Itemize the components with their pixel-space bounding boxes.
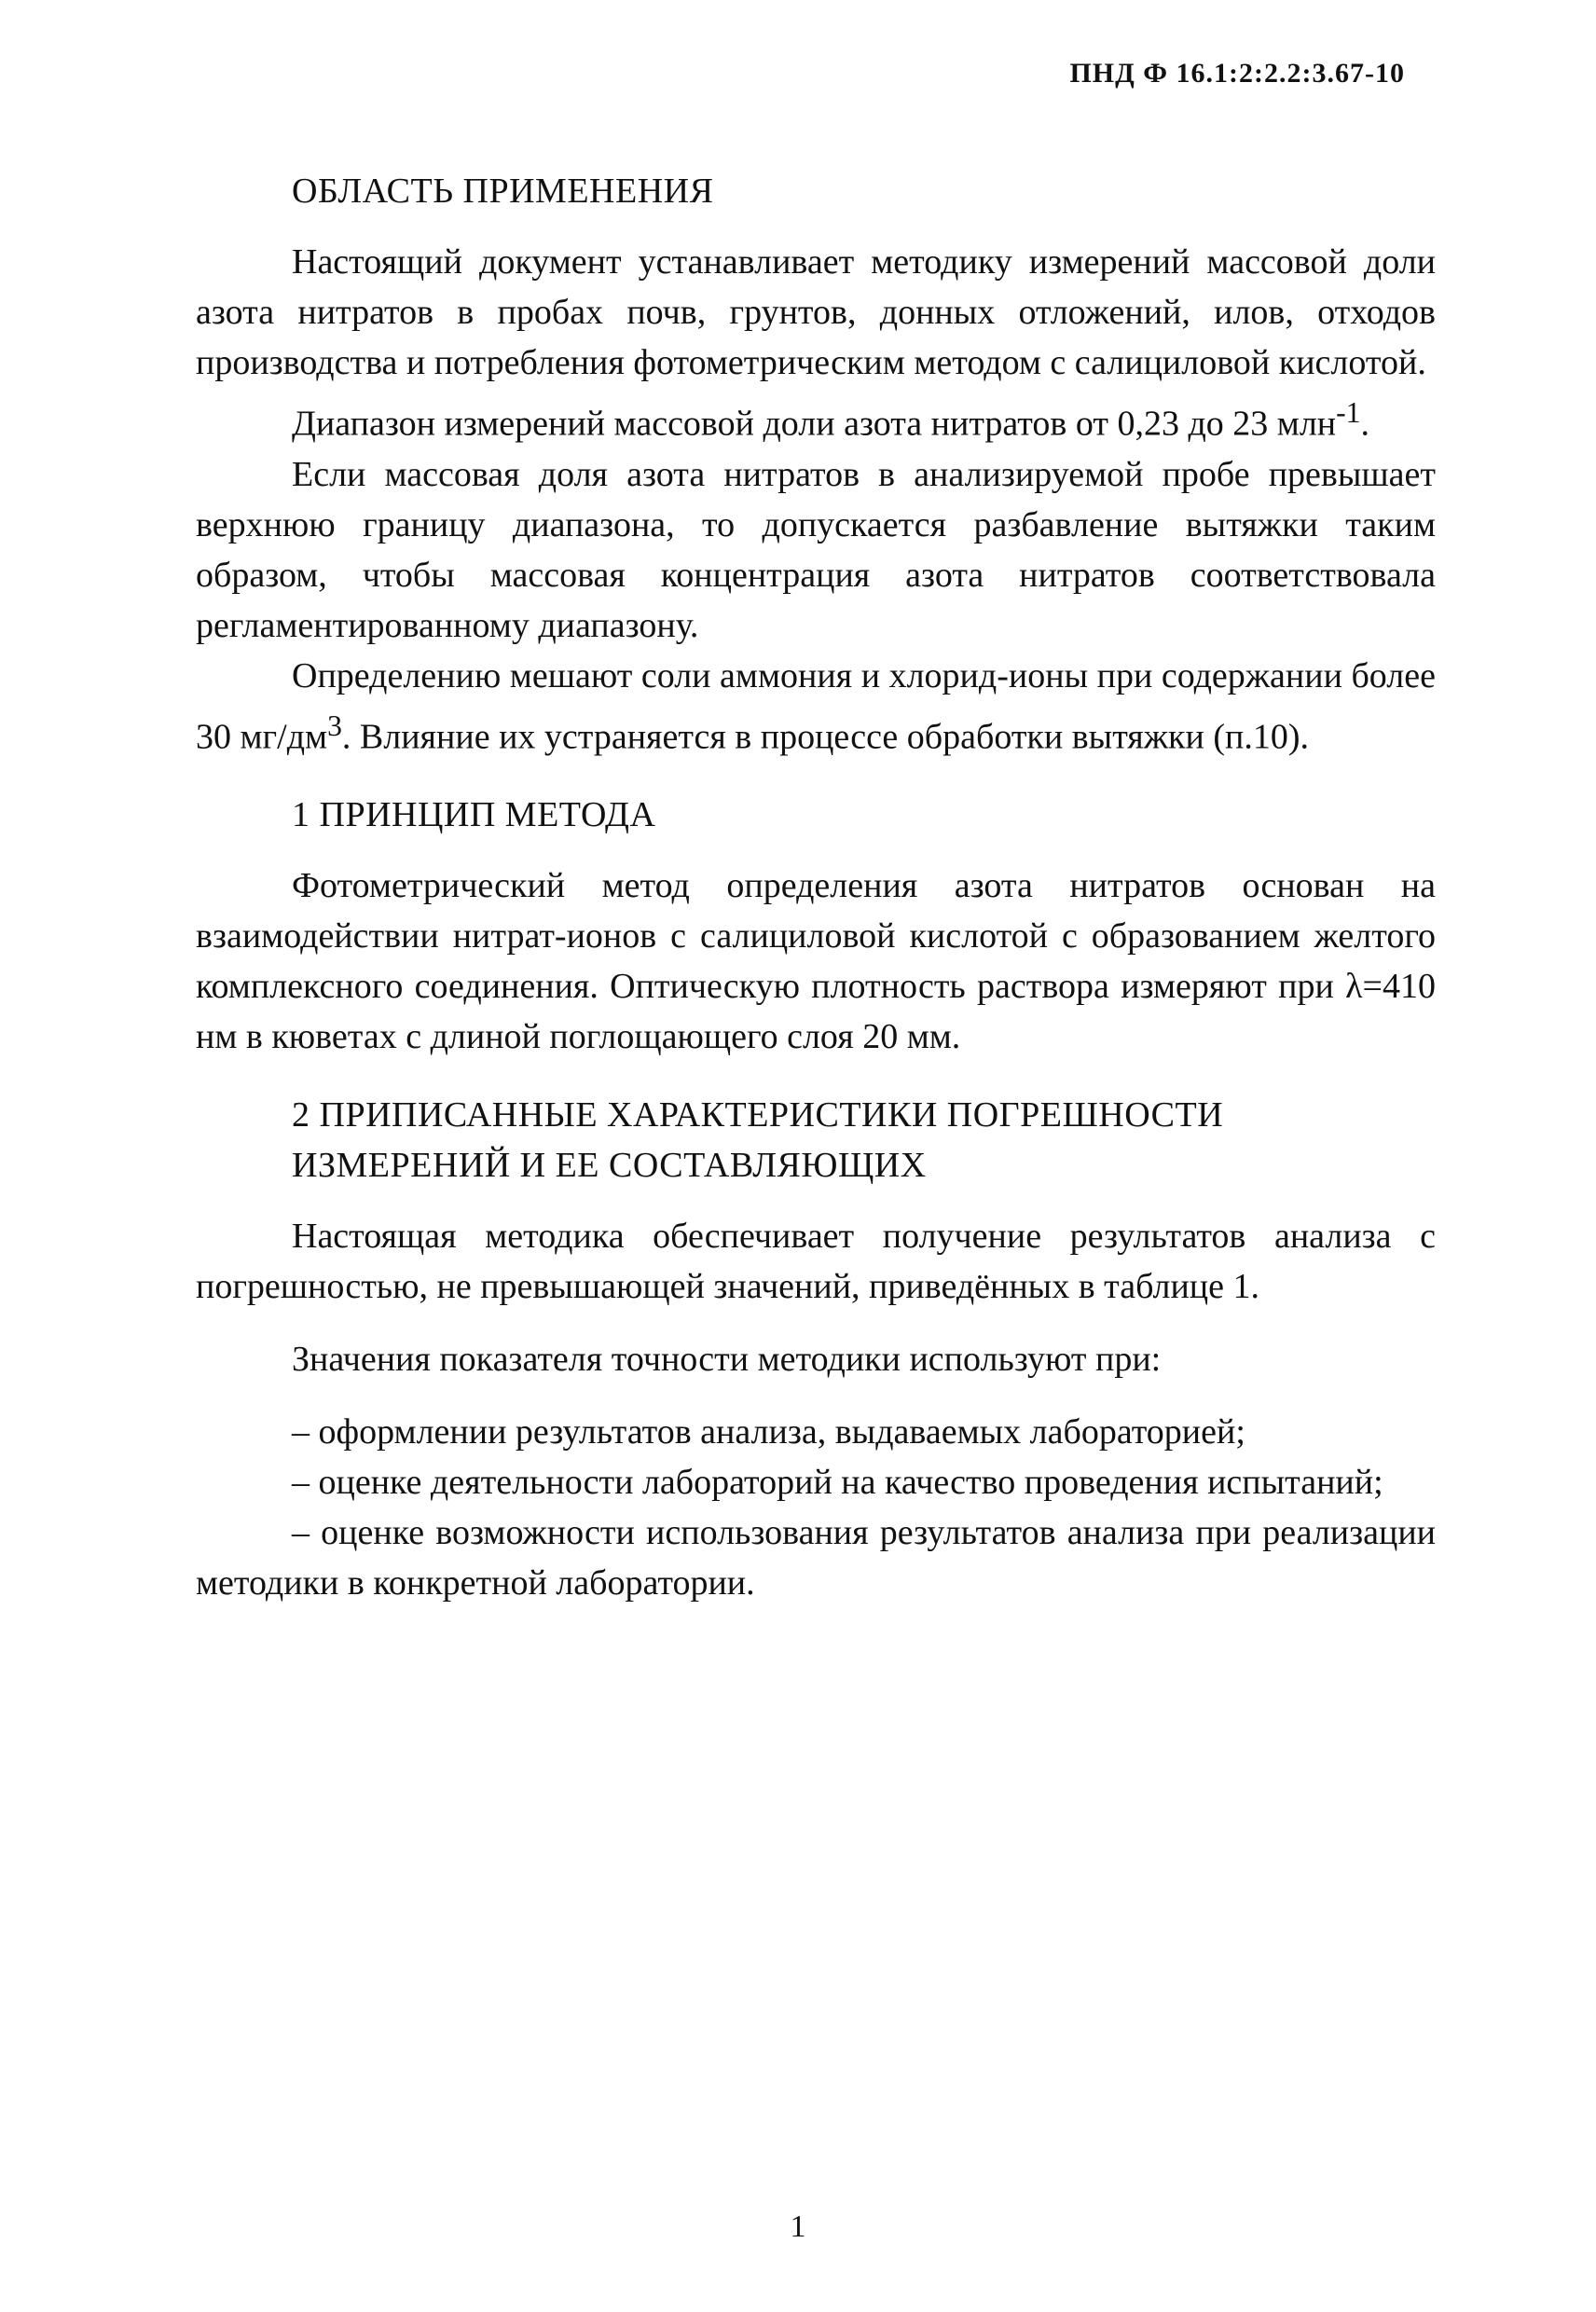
range-end: . [1360,404,1370,444]
accuracy-list-item-2: – оценке деятельности лабораторий на качество проведения испытаний; [292,1463,1383,1503]
interference-exponent: 3 [327,709,342,742]
scope-paragraph-range [196,388,1436,449]
accuracy-paragraph-1: Настоящая методика обеспечивает получение результатов анализа с погрешностью, не превышающей значений, приведённых в таблице 1. [196,1217,1436,1307]
document-body [196,166,1436,1608]
accuracy-title-line-1: 2 ПРИПИСАННЫЕ ХАРАКТЕРИСТИКИ ПОГРЕШНОСТИ [292,1095,1224,1135]
page-number: 1 [790,2209,806,2244]
interference-text: Определению мешают соли аммония и хлорид-ионы при содержании более 30 мг/дм [196,655,1436,757]
section-title-principle: 1 ПРИНЦИП МЕТОДА [292,795,656,835]
interference-end: . Влияние их устраняется в процессе обработки вытяжки (п.10). [341,717,1309,757]
accuracy-list-item-3: – оценке возможности использования результатов анализа при реализации методики в конкретной лаборатории. [196,1513,1436,1603]
range-exponent: -1 [1336,396,1361,429]
accuracy-paragraph-2: Значения показателя точности методики используют при: [292,1340,1162,1380]
section-title-scope: ОБЛАСТЬ ПРИМЕНЕНИЯ [292,172,714,211]
section-title-accuracy [196,1090,1436,1190]
scope-paragraph-dilution: Если массовая доля азота нитратов в анализируемой пробе превышает верхнюю границу диапазона, то допускается разбавление вытяжки таким образом, чтобы массовая концентрация азота нитратов соответствовала регламентированному диапазону. [196,454,1436,645]
scope-paragraph-1: Настоящий документ устанавливает методику измерений массовой доли азота нитратов в пробах почв, грунтов, донных отложений, илов, отходов производства и потребления фотометрическим методом с салициловой кислотой. [196,242,1436,382]
accuracy-list-item-1: – оформлении результатов анализа, выдаваемых лабораторией; [292,1412,1245,1452]
principle-paragraph: Фотометрический метод определения азота нитратов основан на взаимодействии нитрат-ионов с салициловой кислотой с образованием желтого комплексного соединения. Оптическую плотность раствора измеряют при λ=410 нм в кюветах с длиной поглощающего слоя 20 мм. [196,866,1436,1057]
scope-paragraph-interference [196,651,1436,763]
range-text: Диапазон измерений массовой доли азота нитратов от 0,23 до 23 млн [292,404,1337,444]
accuracy-title-line-2: ИЗМЕРЕНИЙ И ЕЕ СОСТАВЛЯЮЩИХ [292,1146,927,1186]
document-code: ПНД Ф 16.1:2:2.2:3.67-10 [1069,58,1405,89]
